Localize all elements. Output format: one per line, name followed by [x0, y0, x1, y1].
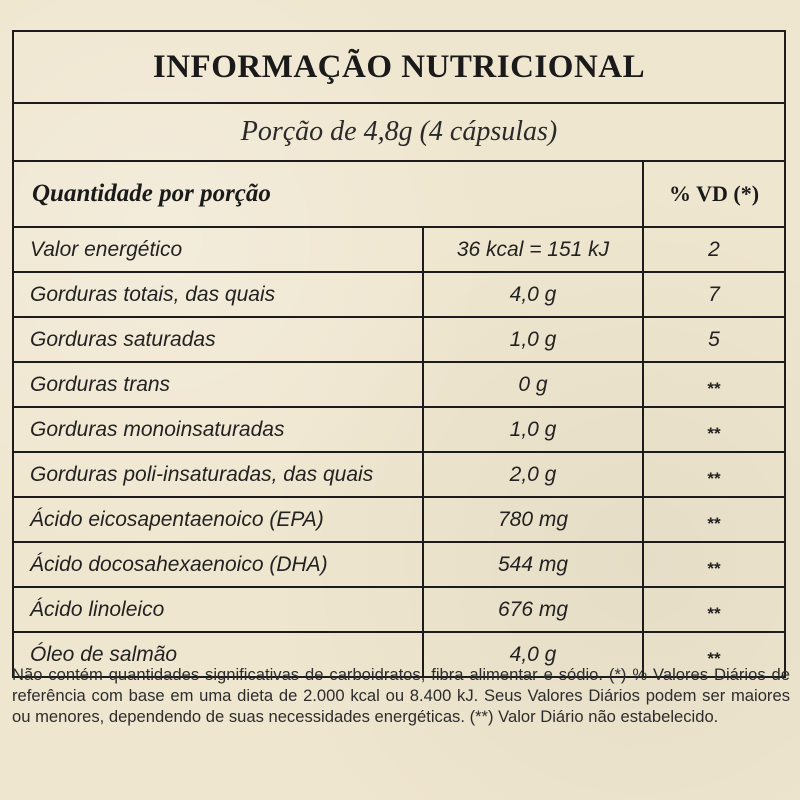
- header-row: [14, 162, 784, 228]
- nutrient-daily-value: **: [707, 603, 721, 623]
- table-row: [14, 543, 784, 588]
- nutrient-quantity: 0 g: [424, 363, 644, 406]
- table-row: [14, 363, 784, 408]
- table-row: [14, 273, 784, 318]
- nutrient-name: Ácido eicosapentaenoico (EPA): [14, 498, 424, 541]
- nutrient-name: Ácido docosahexaenoico (DHA): [14, 543, 424, 586]
- nutrient-daily-value: **: [707, 468, 721, 488]
- nutrient-quantity: 780 mg: [424, 498, 644, 541]
- nutrient-quantity: 4,0 g: [424, 633, 644, 676]
- nutrient-name: Gorduras trans: [14, 363, 424, 406]
- table-row: [14, 588, 784, 633]
- nutrient-name: Gorduras totais, das quais: [14, 273, 424, 316]
- daily-value-header: % VD (*): [668, 181, 760, 206]
- nutrient-daily-value: **: [707, 378, 721, 398]
- footnote-text: Não contém quantidades significativas de carboidratos, fibra alimentar e sódio. (*) % Valores Diários de referência com base em uma dieta de 2.000 kcal ou 8.400 kJ. Seus Valores Diários podem ser maiores ou menores, dependendo de suas necessidades energéticas. (**) Valor Diário não estabelecido.: [12, 665, 790, 726]
- nutrition-facts-table: [12, 30, 786, 678]
- nutrient-daily-value: **: [707, 423, 721, 443]
- nutrient-daily-value: **: [707, 513, 721, 533]
- nutrient-daily-value: **: [707, 558, 721, 578]
- nutrient-daily-value: **: [707, 648, 721, 668]
- table-row: [14, 318, 784, 363]
- nutrient-quantity: 1,0 g: [424, 318, 644, 361]
- nutrient-name: Gorduras poli-insaturadas, das quais: [14, 453, 424, 496]
- nutrient-quantity: 676 mg: [424, 588, 644, 631]
- nutrient-name: Valor energético: [14, 228, 424, 271]
- table-row: [14, 498, 784, 543]
- nutrient-rows: [14, 228, 784, 676]
- nutrient-quantity: 36 kcal = 151 kJ: [424, 228, 644, 271]
- portion-size: Porção de 4,8g (4 cápsulas): [14, 104, 784, 162]
- nutrient-quantity: 4,0 g: [424, 273, 644, 316]
- table-row: [14, 453, 784, 498]
- quantity-per-portion-header: Quantidade por porção: [14, 162, 644, 226]
- nutrient-name: Ácido linoleico: [14, 588, 424, 631]
- table-row: [14, 408, 784, 453]
- table-row: [14, 228, 784, 273]
- nutrient-daily-value: 2: [708, 237, 720, 261]
- nutrient-name: Óleo de salmão: [14, 633, 424, 676]
- nutrient-name: Gorduras saturadas: [14, 318, 424, 361]
- nutrient-name: Gorduras monoinsaturadas: [14, 408, 424, 451]
- nutrient-daily-value: 7: [708, 282, 720, 306]
- nutrient-daily-value: 5: [708, 327, 720, 351]
- table-title: INFORMAÇÃO NUTRICIONAL: [14, 32, 784, 104]
- nutrient-quantity: 2,0 g: [424, 453, 644, 496]
- nutrient-quantity: 1,0 g: [424, 408, 644, 451]
- nutrient-quantity: 544 mg: [424, 543, 644, 586]
